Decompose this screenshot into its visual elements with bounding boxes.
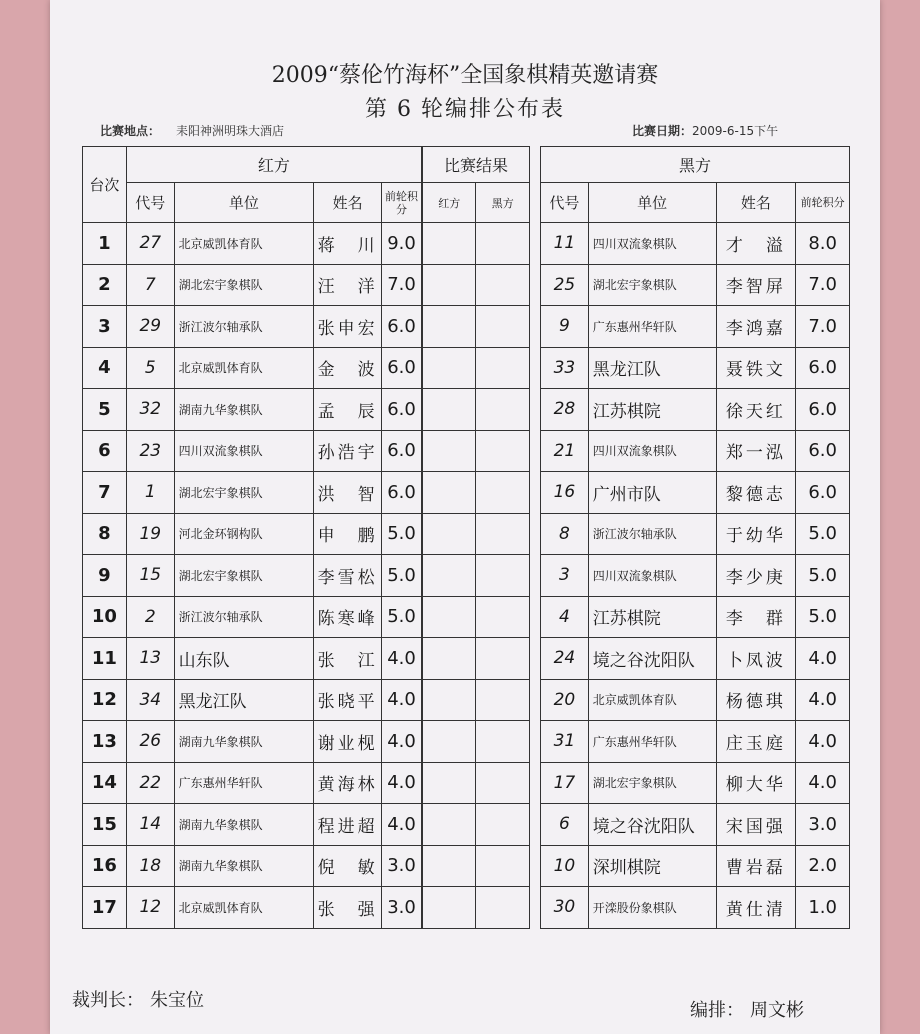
black-code: 28: [541, 389, 589, 431]
black-score: 6.0: [796, 430, 850, 472]
red-score: 4.0: [382, 762, 422, 804]
black-name: 庄玉庭: [716, 721, 796, 763]
referee-label: 裁判长：: [72, 990, 144, 1011]
table-row: [83, 887, 422, 929]
result-red-cell: [423, 223, 476, 265]
red-code: 12: [126, 887, 174, 929]
black-unit: 开滦股份象棋队: [588, 887, 716, 929]
result-black-cell: [476, 762, 530, 804]
red-score: 3.0: [382, 887, 422, 929]
red-unit: 浙江波尔轴承队: [174, 306, 313, 348]
table-row: [83, 845, 422, 887]
result-row: [423, 430, 530, 472]
table-number: 1: [83, 223, 127, 265]
table-row: [83, 472, 422, 514]
black-unit: 深圳棋院: [588, 845, 716, 887]
arranger-name: 周文彬: [750, 1000, 804, 1021]
result-row: [423, 223, 530, 265]
result-black-cell: [476, 679, 530, 721]
black-unit: 四川双流象棋队: [588, 430, 716, 472]
table-number: 8: [83, 513, 127, 555]
red-name: 洪 智: [314, 472, 382, 514]
black-score: 3.0: [796, 804, 850, 846]
result-red-cell: [423, 638, 476, 680]
black-score: 8.0: [796, 223, 850, 265]
table-row: [541, 264, 850, 306]
table-row: [83, 638, 422, 680]
table-number: 16: [83, 845, 127, 887]
result-row: [423, 555, 530, 597]
table-row: [83, 513, 422, 555]
black-score: 2.0: [796, 845, 850, 887]
black-side-header: 黑方: [541, 147, 850, 183]
result-red-cell: [423, 430, 476, 472]
result-black-cell: [476, 513, 530, 555]
result-red-cell: [423, 804, 476, 846]
table-row: [83, 223, 422, 265]
result-red-cell: [423, 762, 476, 804]
table-row: [83, 804, 422, 846]
black-name: 聂铁文: [716, 347, 796, 389]
red-score: 4.0: [382, 721, 422, 763]
black-code: 21: [541, 430, 589, 472]
table-number: 9: [83, 555, 127, 597]
black-score: 7.0: [796, 306, 850, 348]
result-row: [423, 472, 530, 514]
table-row: [541, 804, 850, 846]
table-number: 12: [83, 679, 127, 721]
result-row: [423, 389, 530, 431]
table-row: [83, 306, 422, 348]
table-number: 15: [83, 804, 127, 846]
black-unit: 广东惠州华轩队: [588, 721, 716, 763]
red-score: 6.0: [382, 472, 422, 514]
table-row: [83, 721, 422, 763]
result-red-header: 红方: [423, 183, 476, 223]
table-row: [83, 762, 422, 804]
table-row: [83, 389, 422, 431]
red-code: 18: [126, 845, 174, 887]
venue-line: [100, 122, 284, 139]
red-unit: 湖北宏宇象棋队: [174, 555, 313, 597]
black-score: 5.0: [796, 513, 850, 555]
result-black-cell: [476, 430, 530, 472]
black-score: 6.0: [796, 389, 850, 431]
red-unit: 北京威凯体育队: [174, 223, 313, 265]
result-red-cell: [423, 472, 476, 514]
round-title: [50, 92, 880, 123]
black-unit: 广州市队: [588, 472, 716, 514]
result-black-cell: [476, 306, 530, 348]
document-title: 2009“蔡伦竹海杯”全国象棋精英邀请赛: [271, 63, 659, 88]
result-red-cell: [423, 389, 476, 431]
black-name: 徐天红: [716, 389, 796, 431]
name-header: 姓名: [314, 183, 382, 223]
result-black-cell: [476, 347, 530, 389]
red-code: 14: [126, 804, 174, 846]
result-black-cell: [476, 887, 530, 929]
result-red-cell: [423, 513, 476, 555]
black-unit: 广东惠州华轩队: [588, 306, 716, 348]
black-name: 宋国强: [716, 804, 796, 846]
black-unit: 四川双流象棋队: [588, 223, 716, 265]
black-score: 4.0: [796, 638, 850, 680]
red-code: 27: [126, 223, 174, 265]
black-name: 卜凤波: [716, 638, 796, 680]
result-table: [422, 146, 530, 929]
red-name: 李雪松: [314, 555, 382, 597]
red-code: 19: [126, 513, 174, 555]
table-row: [541, 389, 850, 431]
black-unit: 湖北宏宇象棋队: [588, 264, 716, 306]
red-unit: 湖南九华象棋队: [174, 804, 313, 846]
result-row: [423, 762, 530, 804]
result-red-cell: [423, 347, 476, 389]
black-name: 李智屏: [716, 264, 796, 306]
table-row: [541, 472, 850, 514]
red-score: 6.0: [382, 430, 422, 472]
black-code-header: 代号: [541, 183, 589, 223]
black-name: 李鸿嘉: [716, 306, 796, 348]
red-name: 陈寒峰: [314, 596, 382, 638]
red-score: 7.0: [382, 264, 422, 306]
black-unit: 江苏棋院: [588, 596, 716, 638]
round-prefix: 第: [364, 97, 389, 122]
red-code: 26: [126, 721, 174, 763]
result-row: [423, 679, 530, 721]
result-black-cell: [476, 264, 530, 306]
table-row: [541, 347, 850, 389]
red-score: 9.0: [382, 223, 422, 265]
red-code: 7: [126, 264, 174, 306]
red-code: 1: [126, 472, 174, 514]
red-name: 蒋 川: [314, 223, 382, 265]
black-name: 黎德志: [716, 472, 796, 514]
table-number: 11: [83, 638, 127, 680]
result-black-cell: [476, 804, 530, 846]
result-black-header: 黑方: [476, 183, 530, 223]
red-name: 申 鹏: [314, 513, 382, 555]
black-score: 1.0: [796, 887, 850, 929]
result-red-cell: [423, 721, 476, 763]
table-number: 5: [83, 389, 127, 431]
red-side-header: 红方: [126, 147, 421, 183]
round-number: 6: [397, 97, 413, 122]
black-code: 30: [541, 887, 589, 929]
table-row: [541, 555, 850, 597]
unit-header: 单位: [174, 183, 313, 223]
result-row: [423, 638, 530, 680]
result-red-cell: [423, 679, 476, 721]
result-red-cell: [423, 596, 476, 638]
result-header: 比赛结果: [423, 147, 530, 183]
black-code: 3: [541, 555, 589, 597]
arranger-line: [690, 996, 804, 1022]
black-code: 6: [541, 804, 589, 846]
table-number: 3: [83, 306, 127, 348]
black-name-header: 姓名: [716, 183, 796, 223]
venue-label: 比赛地点：: [100, 124, 161, 138]
red-unit: 河北金环钢构队: [174, 513, 313, 555]
black-side-table: [540, 146, 850, 929]
table-number: 7: [83, 472, 127, 514]
black-code: 10: [541, 845, 589, 887]
red-code: 5: [126, 347, 174, 389]
red-name: 汪 洋: [314, 264, 382, 306]
result-row: [423, 596, 530, 638]
referee-line: [72, 986, 204, 1012]
date-line: [632, 122, 778, 139]
result-row: [423, 264, 530, 306]
black-unit: 湖北宏宇象棋队: [588, 762, 716, 804]
black-score: 5.0: [796, 596, 850, 638]
black-score: 4.0: [796, 762, 850, 804]
table-row: [541, 638, 850, 680]
red-score: 4.0: [382, 638, 422, 680]
red-name: 倪 敏: [314, 845, 382, 887]
red-code: 15: [126, 555, 174, 597]
red-name: 黄海林: [314, 762, 382, 804]
red-score: 6.0: [382, 306, 422, 348]
red-unit: 北京威凯体育队: [174, 887, 313, 929]
table-row: [541, 845, 850, 887]
arranger-label: 编排：: [690, 1000, 744, 1021]
black-score: 6.0: [796, 472, 850, 514]
red-name: 孟 辰: [314, 389, 382, 431]
document-sheet: [50, 0, 880, 1034]
table-row: [541, 513, 850, 555]
black-unit: 境之谷沈阳队: [588, 804, 716, 846]
red-name: 谢业枧: [314, 721, 382, 763]
result-row: [423, 887, 530, 929]
black-score: 4.0: [796, 721, 850, 763]
black-name: 杨德琪: [716, 679, 796, 721]
black-score-header: 前轮积分: [796, 183, 850, 223]
red-score: 3.0: [382, 845, 422, 887]
red-unit: 湖北宏宇象棋队: [174, 264, 313, 306]
black-unit: 浙江波尔轴承队: [588, 513, 716, 555]
result-red-cell: [423, 845, 476, 887]
black-code: 16: [541, 472, 589, 514]
result-red-cell: [423, 555, 476, 597]
black-unit: 黑龙江队: [588, 347, 716, 389]
black-code: 31: [541, 721, 589, 763]
red-name: 程进超: [314, 804, 382, 846]
table-number: 4: [83, 347, 127, 389]
result-row: [423, 513, 530, 555]
red-unit: 黑龙江队: [174, 679, 313, 721]
table-row: [541, 223, 850, 265]
date-label: 比赛日期：: [632, 124, 693, 138]
black-name: 柳大华: [716, 762, 796, 804]
result-red-cell: [423, 887, 476, 929]
black-name: 李 群: [716, 596, 796, 638]
black-score: 7.0: [796, 264, 850, 306]
black-code: 11: [541, 223, 589, 265]
table-row: [541, 762, 850, 804]
red-code: 29: [126, 306, 174, 348]
table-no-header: 台次: [83, 147, 127, 223]
black-unit: 江苏棋院: [588, 389, 716, 431]
black-score: 4.0: [796, 679, 850, 721]
red-code: 34: [126, 679, 174, 721]
table-number: 17: [83, 887, 127, 929]
black-name: 黄仕清: [716, 887, 796, 929]
red-score: 5.0: [382, 555, 422, 597]
venue-value: 耒阳神洲明珠大酒店: [176, 124, 285, 138]
result-black-cell: [476, 721, 530, 763]
red-unit: 广东惠州华轩队: [174, 762, 313, 804]
table-row: [83, 679, 422, 721]
black-score: 6.0: [796, 347, 850, 389]
red-side-table: [82, 146, 422, 929]
score-header: 前轮积分: [382, 183, 422, 223]
red-code: 32: [126, 389, 174, 431]
red-unit: 四川双流象棋队: [174, 430, 313, 472]
table-row: [541, 306, 850, 348]
red-unit: 山东队: [174, 638, 313, 680]
red-score: 5.0: [382, 513, 422, 555]
red-unit: 湖南九华象棋队: [174, 721, 313, 763]
red-score: 4.0: [382, 804, 422, 846]
red-unit: 湖南九华象棋队: [174, 389, 313, 431]
black-code: 33: [541, 347, 589, 389]
black-code: 24: [541, 638, 589, 680]
table-row: [541, 887, 850, 929]
result-red-cell: [423, 306, 476, 348]
table-row: [541, 721, 850, 763]
red-code: 2: [126, 596, 174, 638]
black-code: 20: [541, 679, 589, 721]
black-name: 曹岩磊: [716, 845, 796, 887]
result-black-cell: [476, 389, 530, 431]
table-row: [83, 555, 422, 597]
black-code: 9: [541, 306, 589, 348]
black-name: 郑一泓: [716, 430, 796, 472]
red-score: 6.0: [382, 347, 422, 389]
red-code: 23: [126, 430, 174, 472]
black-name: 于幼华: [716, 513, 796, 555]
result-black-cell: [476, 472, 530, 514]
red-unit: 湖北宏宇象棋队: [174, 472, 313, 514]
red-name: 张 江: [314, 638, 382, 680]
table-number: 10: [83, 596, 127, 638]
result-row: [423, 804, 530, 846]
result-row: [423, 845, 530, 887]
black-code: 25: [541, 264, 589, 306]
result-row: [423, 721, 530, 763]
black-unit-header: 单位: [588, 183, 716, 223]
table-number: 6: [83, 430, 127, 472]
black-unit: 北京威凯体育队: [588, 679, 716, 721]
table-row: [83, 264, 422, 306]
red-score: 6.0: [382, 389, 422, 431]
date-value: 2009-6-15下午: [692, 124, 779, 138]
black-code: 8: [541, 513, 589, 555]
round-suffix: 轮编排公布表: [421, 97, 566, 122]
table-number: 2: [83, 264, 127, 306]
result-row: [423, 306, 530, 348]
black-name: 才 溢: [716, 223, 796, 265]
result-black-cell: [476, 596, 530, 638]
table-row: [83, 347, 422, 389]
table-row: [541, 596, 850, 638]
red-name: 孙浩宇: [314, 430, 382, 472]
red-code: 13: [126, 638, 174, 680]
result-row: [423, 347, 530, 389]
black-score: 5.0: [796, 555, 850, 597]
red-score: 4.0: [382, 679, 422, 721]
red-name: 张 强: [314, 887, 382, 929]
black-code: 17: [541, 762, 589, 804]
red-code: 22: [126, 762, 174, 804]
table-row: [83, 596, 422, 638]
result-red-cell: [423, 264, 476, 306]
red-score: 5.0: [382, 596, 422, 638]
table-row: [541, 679, 850, 721]
red-unit: 湖南九华象棋队: [174, 845, 313, 887]
table-row: [541, 430, 850, 472]
table-row: [83, 430, 422, 472]
result-black-cell: [476, 845, 530, 887]
red-name: 金 波: [314, 347, 382, 389]
red-name: 张申宏: [314, 306, 382, 348]
result-black-cell: [476, 555, 530, 597]
red-unit: 浙江波尔轴承队: [174, 596, 313, 638]
black-code: 4: [541, 596, 589, 638]
result-black-cell: [476, 223, 530, 265]
black-unit: 境之谷沈阳队: [588, 638, 716, 680]
referee-name: 朱宝位: [150, 990, 204, 1011]
table-number: 14: [83, 762, 127, 804]
result-black-cell: [476, 638, 530, 680]
red-name: 张晓平: [314, 679, 382, 721]
black-name: 李少庚: [716, 555, 796, 597]
black-unit: 四川双流象棋队: [588, 555, 716, 597]
code-header: 代号: [126, 183, 174, 223]
table-number: 13: [83, 721, 127, 763]
red-unit: 北京威凯体育队: [174, 347, 313, 389]
